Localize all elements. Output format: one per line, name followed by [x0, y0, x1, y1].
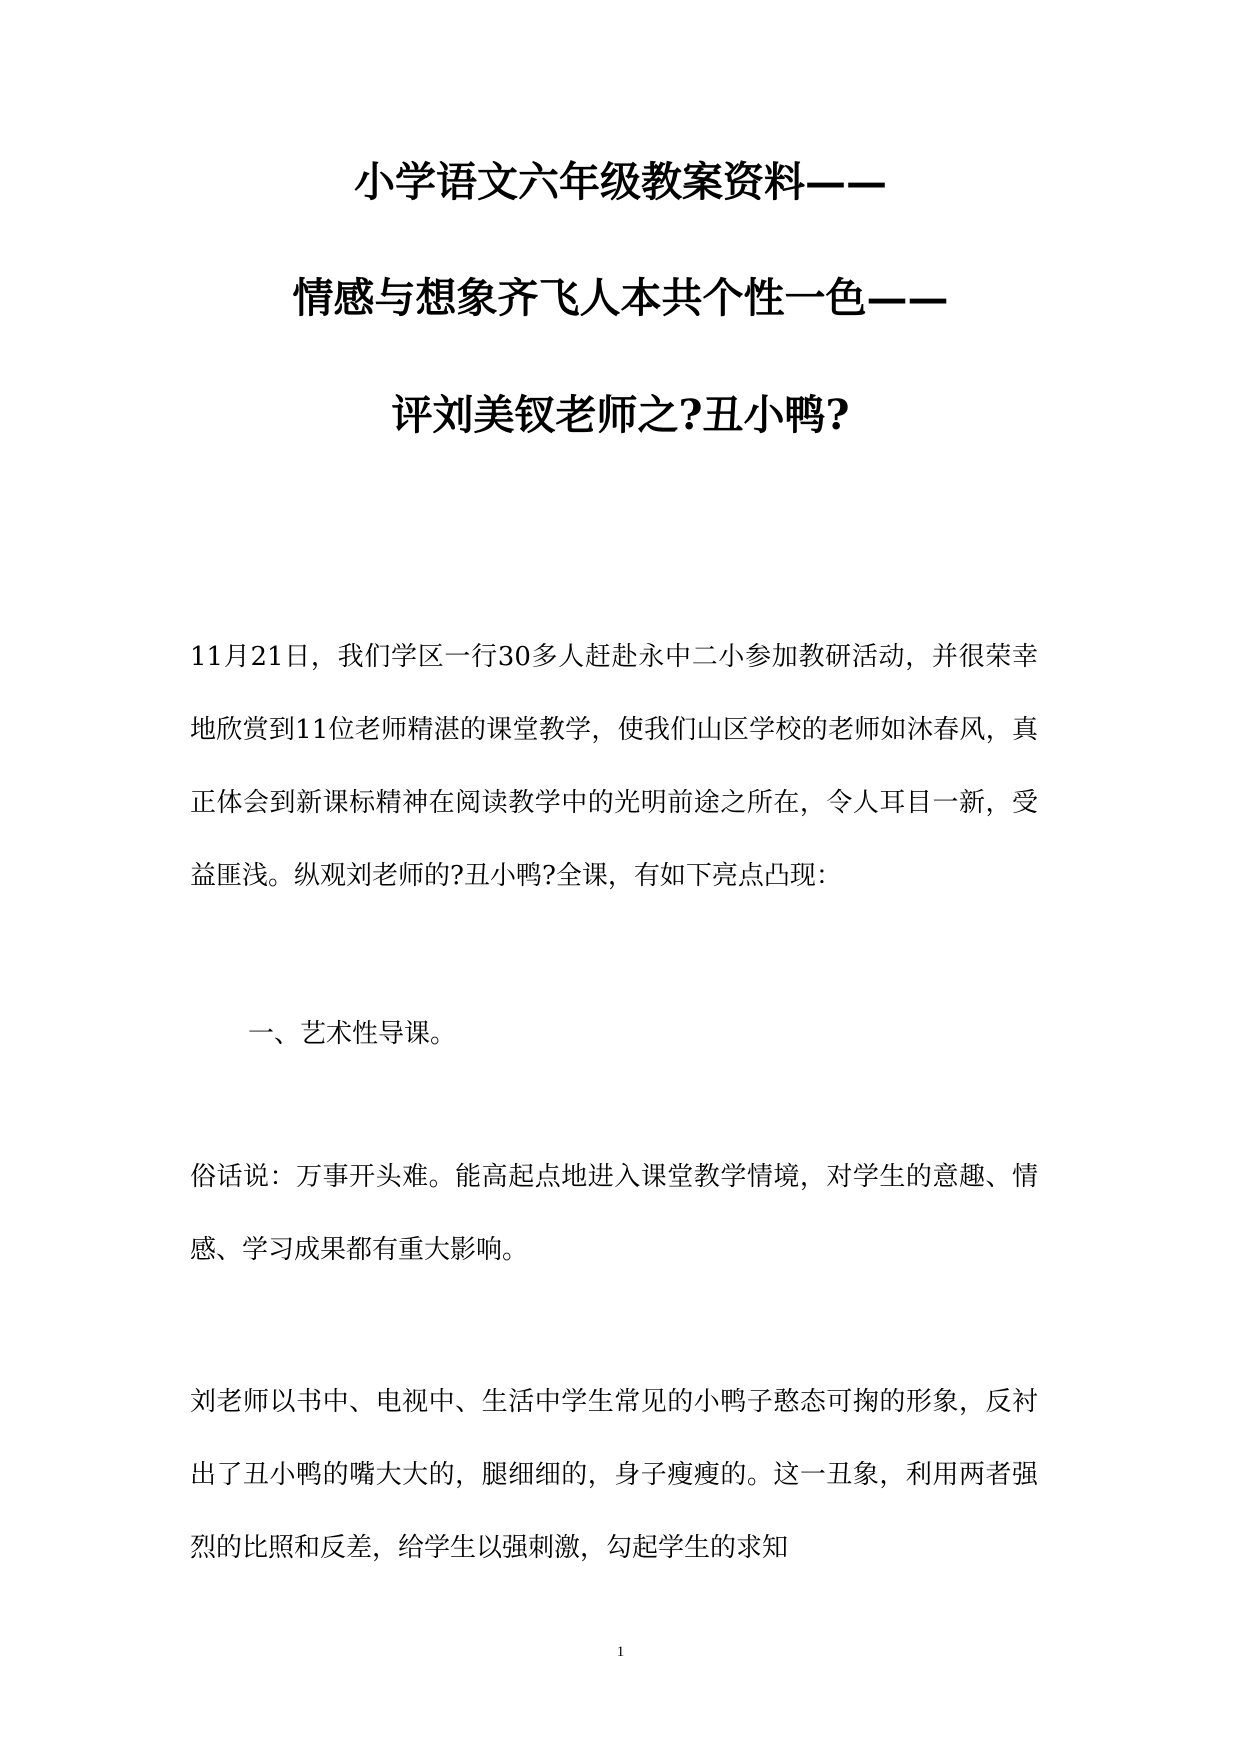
title-line-2: 情感与想象齐飞人本共个性一色——	[292, 274, 949, 322]
paragraph-proverb: 俗话说：万事开头难。能高起点地进入课堂教学情境，对学生的意趣、情感、学习成果都有重大影响。	[190, 1162, 1038, 1265]
title-line-1: 小学语文六年级教案资料——	[354, 158, 887, 206]
section-heading-1: 一、艺术性导课。	[248, 1019, 457, 1049]
paragraph-teacher: 刘老师以书中、电视中、生活中学生常见的小鸭子憨态可掬的形象，反衬出了丑小鸭的嘴大大的，腿细细的，身子瘦瘦的。这一丑象，利用两者强烈的比照和反差，给学生以强刺激，勾起学生的求知	[190, 1387, 1038, 1563]
page-number: 1	[616, 1644, 625, 1660]
title-line-3: 评刘美钗老师之?丑小鸭?	[391, 391, 850, 439]
paragraph-intro: 11月21日，我们学区一行30多人赶赴永中二小参加教研活动，并很荣幸地欣赏到11位老师精湛的课堂教学，使我们山区学校的老师如沐春风，真正体会到新课标精神在阅读教学中的光明前途之所在，令人耳目一新，受益匪浅。纵观刘老师的?丑小鸭?全课，有如下亮点凸现：	[190, 642, 1038, 891]
